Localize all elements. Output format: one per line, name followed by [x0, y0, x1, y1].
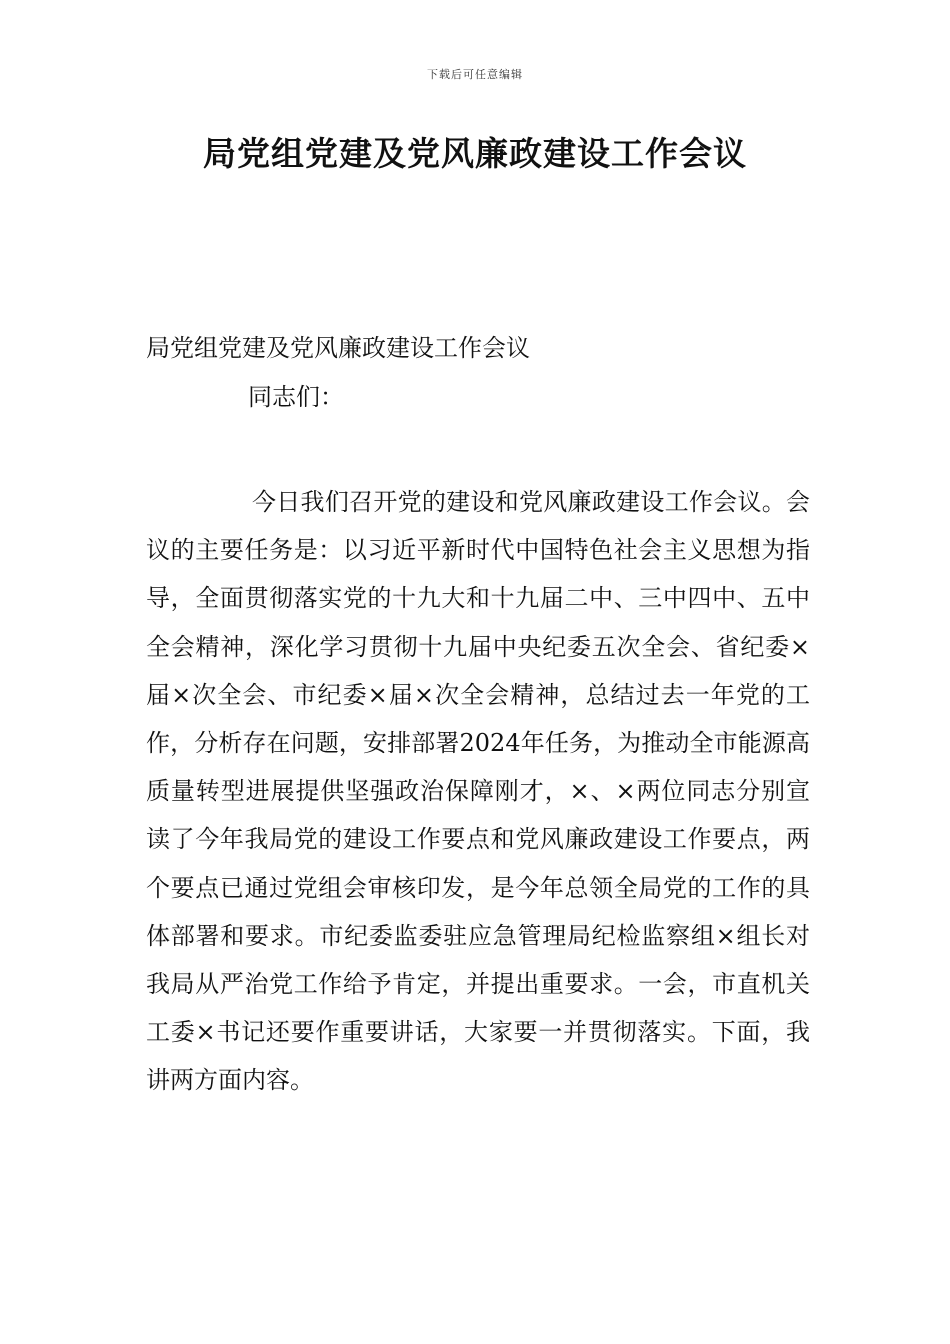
document-title: 局党组党建及党风廉政建设工作会议 [203, 134, 747, 173]
body-paragraph: 今日我们召开党的建设和党风廉政建设工作会议。会议的主要任务是：以习近平新时代中国特色社会主义思想为指导，全面贯彻落实党的十九大和十九届二中、三中四中、五中全会精神，深化学习贯彻十九届中央纪委五次全会、省纪委×届×次全会、市纪委×届×次全会精神，总结过去一年党的工作，分析存在问题，安排部署2024年任务，为推动全市能源高质量转型进展提供坚强政治保障刚才，×、×两位同志分别宣读了今年我局党的建设工作要点和党风廉政建设工作要点，两个要点已通过党组会审核印发，是今年总领全局党的工作的具体部署和要求。市纪委监委驻应急管理局纪检监察组×组长对我局从严治党工作给予肯定，并提出重要求。一会，市直机关工委×书记还要作重要讲话，大家要一并贯彻落实。下面，我讲两方面内容。 [146, 488, 810, 1095]
header-note: 下载后可任意编辑 [427, 68, 523, 81]
salutation: 同志们： [248, 383, 344, 411]
document-subtitle: 局党组党建及党风廉政建设工作会议 [146, 334, 530, 362]
